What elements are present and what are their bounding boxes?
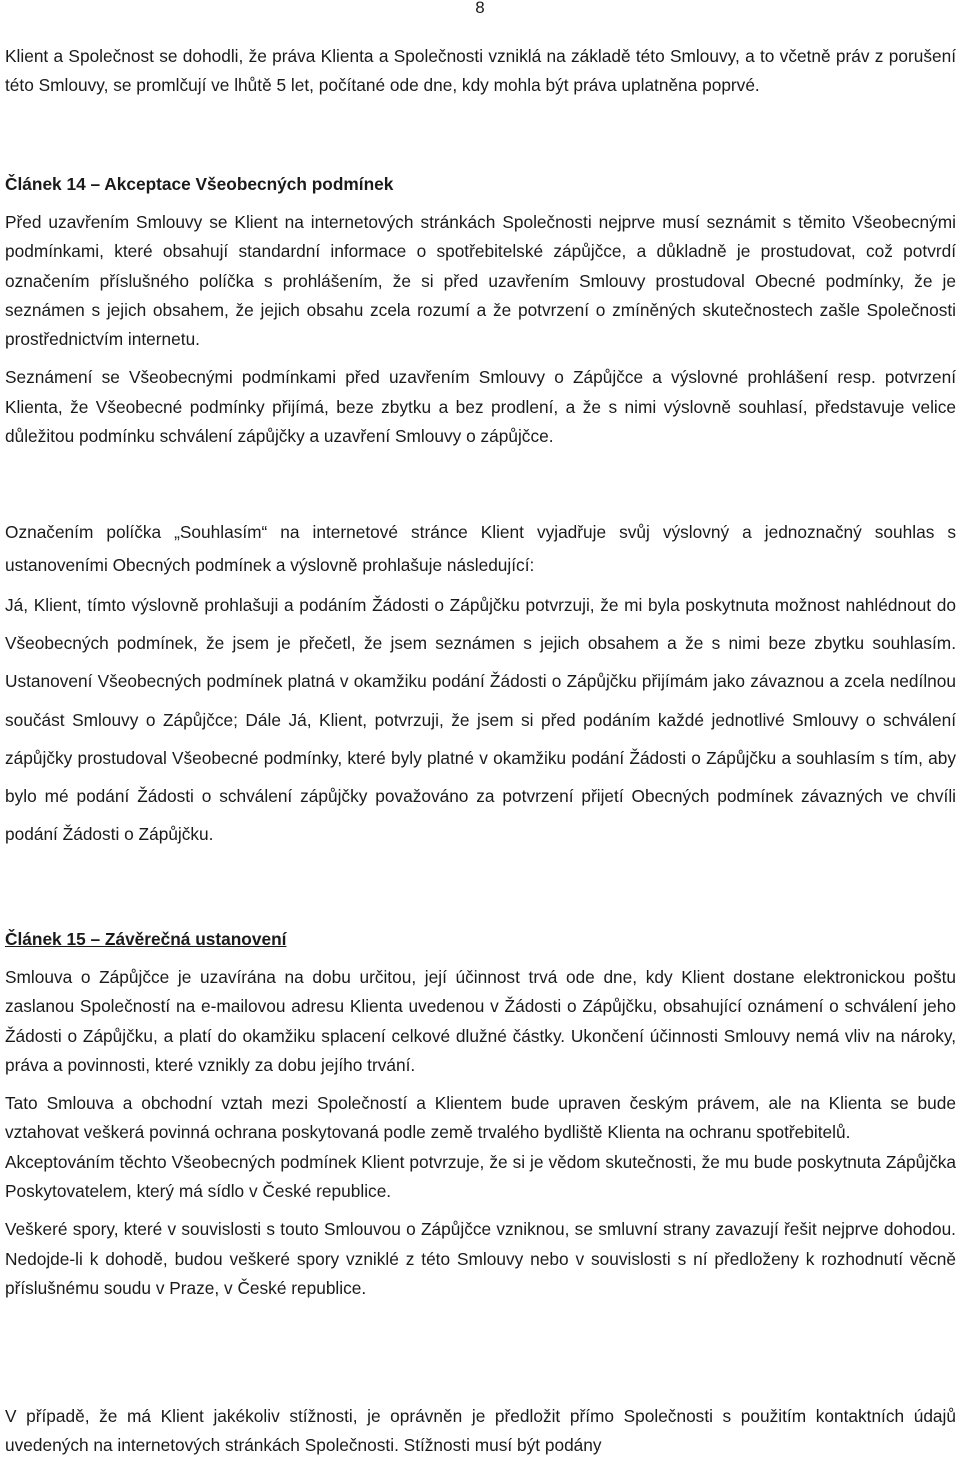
article-14-paragraph-3: Označením políčka „Souhlasím“ na internetové stránce Klient vyjadřuje svůj výslovný a jednoznačný souhlas s ustanoveními Obecných podmínek a výslovně prohlašuje následující: (5, 522, 956, 575)
article-15-paragraph-3: Akceptováním těchto Všeobecných podmínek Klient potvrzuje, že si je vědom skutečnosti, že mu bude poskytnuta Zápůjčka Poskytovatelem, který má sídlo v České republice. (5, 1151, 956, 1202)
article-15-section (5, 925, 956, 1303)
article-14-declaration-section (5, 586, 956, 853)
article-14-heading: Článek 14 – Akceptace Všeobecných podmínek (5, 174, 394, 194)
article-14-section (5, 170, 956, 451)
article-15-paragraph-5: V případě, že má Klient jakékoliv stížnosti, je oprávněn je předložit přímo Společnosti s použitím kontaktních údajů uvedených na internetových stránkách Společnosti. Stížnosti musí být podány (5, 1406, 956, 1456)
article-14-paragraph-2: Seznámení se Všeobecnými podmínkami před uzavřením Smlouvy o Zápůjčce a výslovné prohlášení resp. potvrzení Klienta, že Všeobecné podmínky přijímá, beze zbytku a bez prodlení, a že s nimi výslovně souhlasí, představuje velice důležitou podmínku schválení zápůjčky a uzavření Smlouvy o zápůjčce. (5, 367, 956, 447)
article-15-paragraph-1: Smlouva o Zápůjčce je uzavírána na dobu určitou, její účinnost trvá ode dne, kdy Klient dostane elektronickou poštu zaslanou Společností na e-mailovou adresu Klienta uvedenou v Žádosti o Zápůjčku, obsahující oznámení o schválení jeho Žádosti o Zápůjčku, a platí do okamžiku splacení celkové dlužné částky. Ukončení účinnosti Smlouvy nemá vliv na nároky, práva a povinnosti, které vznikly za dobu jejího trvání. (5, 967, 956, 1075)
article-14-paragraph-1: Před uzavřením Smlouvy se Klient na internetových stránkách Společnosti nejprve musí seznámit s těmito Všeobecnými podmínkami, které obsahují standardní informace o spotřebitelské zápůjčce, a důkladně je prostudovat, což potvrdí označením příslušného políčka s prohlášením, že si před uzavřením Smlouvy prostudoval Obecné podmínky, že je seznámen s jejich obsahem, že jejich obsahu zcela rozumí a že potvrzení o zmíněných skutečnostech zašle Společnosti prostřednictvím internetu. (5, 212, 956, 350)
article-15-complaints-section (5, 1402, 956, 1461)
page-number: 8 (475, 0, 485, 17)
article-15-heading: Článek 15 – Závěrečná ustanovení (5, 929, 287, 949)
article-14-consent-section (5, 516, 956, 581)
article-15-paragraph-4: Veškeré spory, které v souvislosti s touto Smlouvou o Zápůjčce vzniknou, se smluvní strany zavazují řešit nejprve dohodou. Nedojde-li k dohodě, budou veškeré spory vzniklé z této Smlouvy nebo v souvislosti s ní předloženy k rozhodnutí věcně příslušnému soudu v Praze, v České republice. (5, 1219, 956, 1298)
intro-section (5, 42, 956, 101)
intro-paragraph: Klient a Společnost se dohodli, že práva Klienta a Společnosti vzniklá na základě této Smlouvy, a to včetně práv z porušení této Smlouvy, se promlčují ve lhůtě 5 let, počítané ode dne, kdy mohla být práva uplatněna poprvé. (5, 46, 956, 96)
article-15-paragraph-2: Tato Smlouva a obchodní vztah mezi Společností a Klientem bude upraven českým právem, ale na Klienta se bude vztahovat veškerá povinná ochrana poskytovaná podle země trvalého bydliště Klienta na ochranu spotřebitelů. (5, 1093, 956, 1143)
article-14-paragraph-4: Já, Klient, tímto výslovně prohlašuji a podáním Žádosti o Zápůjčku potvrzuji, že mi byla poskytnuta možnost nahlédnout do Všeobecných podmínek, že jsem je přečetl, že jsem seznámen s jejich obsahem a že s nimi beze zbytku souhlasím. Ustanovení Všeobecných podmínek platná v okamžiku podání Žádosti o Zápůjčku přijímám jako závaznou a zcela nedílnou součást Smlouvy o Zápůjčce; Dále Já, Klient, potvrzuji, že jsem si před podáním každé jednotlivé Smlouvy o schválení zápůjčky prostudoval Všeobecné podmínky, které byly platné v okamžiku podání Žádosti o Zápůjčku a souhlasím s tím, aby bylo mé podání Žádosti o schválení zápůjčky považováno za potvrzení přijetí Obecných podmínek závazných ve chvíli podání Žádosti o Zápůjčku. (5, 595, 956, 845)
